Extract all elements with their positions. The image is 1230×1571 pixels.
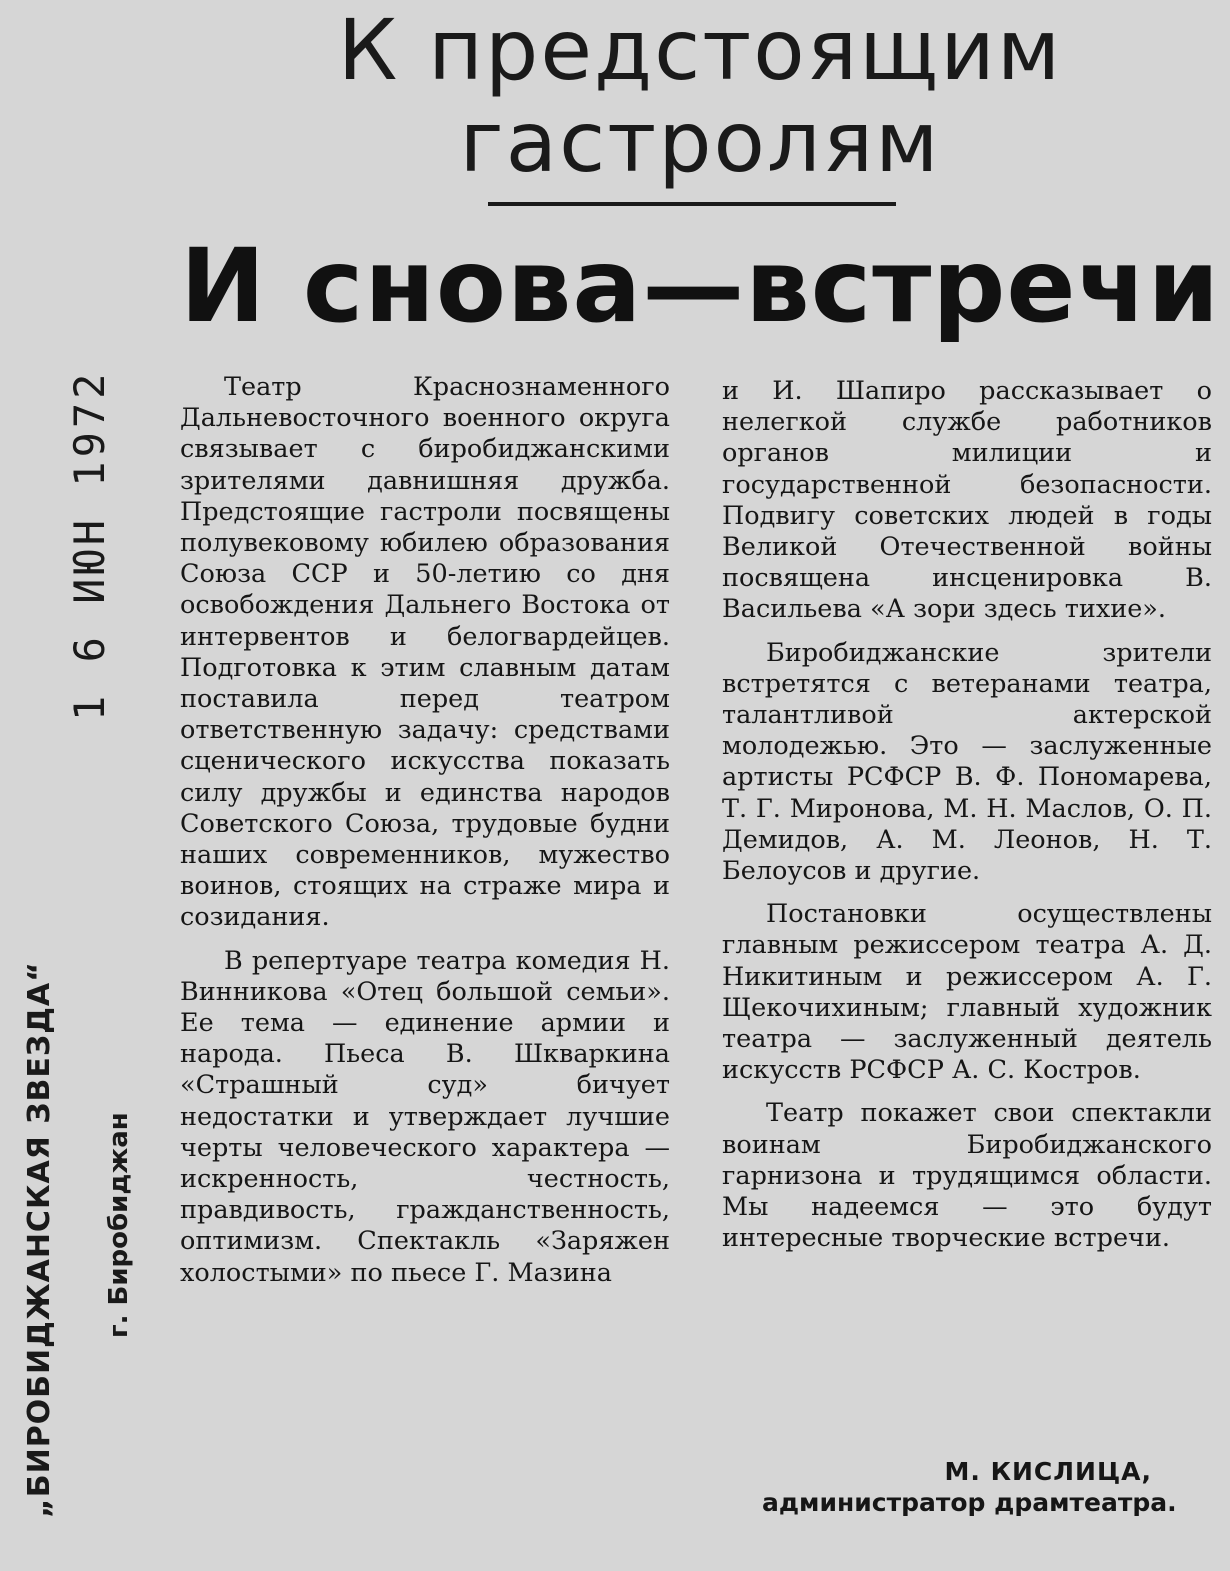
kicker-line-2: гастролям [459,93,941,191]
city-stamp: г. Биробиджан [104,1112,134,1338]
author-signature [722,1456,1212,1518]
article-column-1 [180,372,670,1289]
paragraph: Биробиджанские зрители встретятся с ветеранами театра, талантливой актерской молодежью. Это — заслуженные артисты РСФСР В. Ф. Пономарева, Т. Г. Миронова, М. Н. Маслов, О. П. Демидов, А. М. Леонов, Н. Т. Белоусов и другие. [722,637,1212,887]
kicker-underline [488,202,896,206]
article-column-2 [722,376,1212,1254]
paragraph: Постановки осуществлены главным режиссером театра А. Д. Никитиным и режиссером А. Г. Щекочихиным; главный художник театра — заслуженный деятель искусств РСФСР А. С. Костров. [722,899,1212,1086]
kicker-line-1: К предстоящим [337,1,1063,99]
paragraph: Театр покажет свои спектакли воинам Биробиджанского гарнизона и трудящимся области. Мы надеемся — это будут интересные творческие встречи. [722,1098,1212,1254]
author-name: М. КИСЛИЦА, [944,1457,1152,1486]
article-headline: И снова—встречи [180,227,1221,346]
source-stamp: „БИРОБИДЖАНСКАЯ ЗВЕЗДА“ [22,961,57,1519]
section-kicker [300,1,1100,191]
paragraph: Театр Краснознаменного Дальневосточного военного округа связывает с биробиджанскими зрителями давнишняя дружба. Предстоящие гастроли посвящены полувековому юбилею образования Союза ССР и 50-летию со дня освобождения Дальнего Востока от интервентов и белогвардейцев. Подготовка к этим славным датам поставила перед театром ответственную задачу: средствами сценического искусства показать силу дружбы и единства народов Советского Союза, трудовые будни наших современников, мужество воинов, стоящих на страже мира и созидания. [180,372,670,933]
author-role: администратор драмтеатра. [762,1488,1177,1517]
paragraph: В репертуаре театра комедия Н. Винникова «Отец большой семьи». Ее тема — единение армии и народа. Пьеса В. Шкваркина «Страшный суд» бичует недостатки и утверждает лучшие черты человеческого характера — искренность, честность, правдивость, гражданственность, оптимизм. Спектакль «Заряжен холостыми» по пьесе Г. Мазина [180,945,670,1288]
paragraph-continuation: и И. Шапиро рассказывает о нелегкой службе работников органов милиции и государственной безопасности. Подвигу советских людей в годы Великой Отечественной войны посвящена инсценировка В. Васильева «А зори здесь тихие». [722,376,1212,625]
date-stamp: 1 6 ИЮН 1972 [65,369,114,721]
